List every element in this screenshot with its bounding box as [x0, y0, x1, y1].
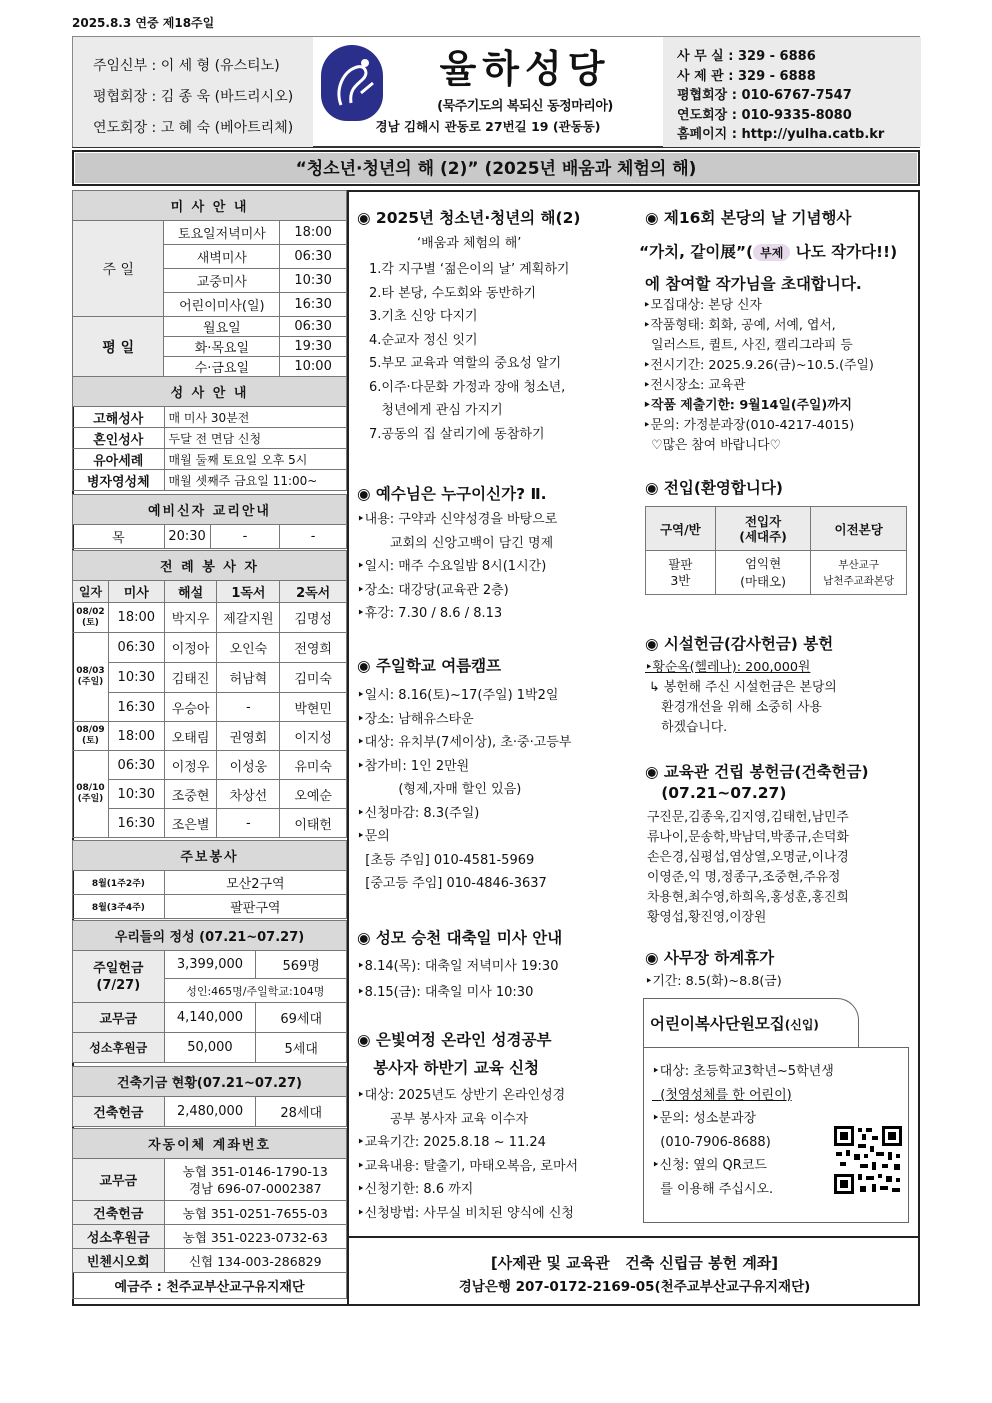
parish-patron: (묵주기도의 복되신 동정마리아): [437, 99, 613, 114]
liturgy-cell: 이정우: [164, 751, 217, 780]
list-item: (010-7906-8688): [652, 1134, 771, 1150]
list-item: 를 이용해 주십시오.: [652, 1181, 774, 1197]
liturgy-cell: 이지성: [280, 722, 347, 751]
header-contacts: [663, 37, 921, 147]
list-item: ‣교육기간: 2025.8.18 ~ 11.24: [357, 1135, 546, 1150]
liturgy-cell: 권영회: [217, 722, 280, 751]
building-label: 건축헌금: [73, 1097, 165, 1127]
bottom-account-notice: [349, 1236, 920, 1306]
liturgy-cell: -: [217, 693, 280, 722]
liturgy-cell: 10:30: [108, 663, 164, 693]
list-item: ‣대상: 유치부(7세이상), 초·중·고등부: [357, 735, 572, 750]
bottom-account-title: [사제관 및 교육관 건축 신립금 봉헌 계좌]: [490, 1254, 779, 1272]
list-item: ‣참가비: 1인 2만원: [357, 758, 470, 774]
list-item: 1.각 지구별 ‘젊은이의 날’ 계획하기: [369, 262, 570, 277]
contact-line: 사 제 관 : 329 - 6888: [677, 68, 816, 84]
catechism-day: 목: [73, 525, 165, 549]
liturgy-cell: -: [217, 809, 280, 838]
newcomers-table: [645, 506, 907, 595]
bible-study-heading: ◉ 은빛여정 온라인 성경공부: [357, 1031, 552, 1049]
list-item: ‣신청: 옆의 QR코드: [652, 1158, 767, 1173]
mass-name: 월요일: [164, 317, 280, 337]
offering-label: 교무금: [73, 1003, 165, 1033]
list-item: ‣휴강: 7.30 / 8.6 / 8.13: [357, 606, 503, 621]
accounts-table: [72, 1128, 347, 1299]
account-number: 신협 134-003-286829: [164, 1249, 346, 1273]
list-item: ‣신청방법: 사무실 비치된 양식에 신청: [357, 1205, 574, 1221]
liturgy-cell: 허남혁: [217, 663, 280, 693]
liturgy-cell: 우승아: [164, 693, 217, 722]
list-item: 5.부모 교육과 역할의 중요성 알기: [369, 356, 562, 371]
building-offering-period: (07.21~07.27): [645, 784, 787, 802]
liturgy-cell: 오인숙: [217, 633, 280, 663]
offering-amount: 4,140,000: [164, 1003, 256, 1033]
list-item: 3.기초 신앙 다지기: [369, 309, 478, 324]
list-item: 2.타 본당, 수도회와 동반하기: [369, 285, 537, 301]
list-item: ‣황순옥(헬레나): 200,000원: [645, 660, 811, 675]
sacrament-name: 유아세례: [73, 449, 165, 470]
sacrament-info: 매월 둘째 토요일 오후 5시: [164, 449, 347, 470]
offering-count: 5세대: [256, 1033, 347, 1063]
bulletin-group: 팔판구역: [164, 895, 346, 919]
jesus-lecture-heading: ◉ 예수님은 누구이신가? Ⅱ.: [357, 485, 547, 503]
assumption-mass-list: [357, 954, 558, 1006]
altar-server-title: 어린이복사단원모집: [650, 1015, 785, 1033]
mass-time: 19:30: [280, 337, 347, 357]
liturgy-cell: 김미숙: [280, 663, 347, 693]
offering-label: 주일헌금 (7/27): [73, 951, 165, 1003]
exhibit-title: [639, 240, 897, 262]
parish-logo: [321, 45, 383, 121]
donor-line: 구진문,김종욱,김지영,김태헌,남민주: [647, 810, 849, 825]
parish-day-heading: ◉ 제16회 본당의 날 기념행사: [645, 209, 852, 227]
liturgy-title: 전 례 봉 사 자: [73, 551, 347, 581]
list-item: ‣문의: [357, 829, 390, 844]
liturgy-head: 해설: [164, 581, 217, 603]
facility-offering-list: [645, 658, 837, 738]
altar-server-tab: [643, 998, 859, 1048]
liturgy-cell: 오태림: [164, 722, 217, 751]
bulletin-title: 주보봉사: [73, 841, 347, 871]
list-item: ‣작품형태: 회화, 공예, 서예, 엽서,: [643, 318, 836, 333]
list-item: [초등 주임] 010-4581-5969: [357, 852, 535, 868]
liturgy-cell: 유미숙: [280, 751, 347, 780]
list-item: 7.공동의 집 살리기에 동참하기: [369, 426, 545, 442]
liturgy-date: 08/10 (주일): [73, 751, 109, 838]
bulletin-group: 모산2구역: [164, 871, 346, 895]
list-item: 하겠습니다.: [645, 720, 728, 735]
account-label: 빈첸시오회: [73, 1249, 165, 1273]
bulletin-table: [72, 840, 347, 919]
subtitle-badge: 부제: [753, 244, 790, 261]
list-item: 4.순교자 정신 잇기: [369, 332, 478, 348]
mass-name: 수·금요일: [164, 357, 280, 377]
list-item: ‣일시: 8.16(토)~17(주일) 1박2일: [357, 688, 559, 703]
account-label: 건축헌금: [73, 1201, 165, 1225]
building-count: 28세대: [256, 1097, 347, 1127]
sacrament-info: 매 미사 30분전: [164, 407, 347, 428]
liturgy-cell: 06:30: [108, 751, 164, 780]
newcomers-cell: 팔판 3반: [646, 551, 716, 595]
liturgy-cell: 김명성: [280, 603, 347, 633]
jesus-lecture-list: [357, 508, 557, 626]
mass-time: 16:30: [280, 293, 347, 317]
sacrament-name: 혼인성사: [73, 428, 165, 449]
youth-year-heading: ◉ 2025년 청소년·청년의 해(2): [357, 209, 581, 227]
newcomers-cell: 엄익현 (마태오): [715, 551, 811, 595]
contact-line: 사 무 실 : 329 - 6886: [677, 49, 816, 64]
newcomers-head: 전입자 (세대주): [715, 507, 811, 551]
youth-year-list: [369, 258, 569, 446]
liturgy-cell: 이태헌: [280, 809, 347, 838]
qr-code-icon[interactable]: [832, 1124, 904, 1196]
catechism-title: 예비신자 교리안내: [73, 495, 347, 525]
mass-time: 06:30: [280, 317, 347, 337]
building-offering-heading: ◉ 교육관 건립 봉헌금(건축헌금): [645, 763, 869, 781]
list-item: [중고등 주임] 010-4846-3637: [357, 876, 547, 891]
altar-server-list: [652, 1060, 834, 1201]
summer-camp-heading: ◉ 주일학교 여름캠프: [357, 657, 502, 675]
newcomers-cell: 부산교구 남천주교좌본당: [811, 551, 907, 595]
list-item: ‣전시장소: 교육관: [643, 378, 746, 393]
year-theme-banner: “청소년·청년의 해 (2)” (2025년 배움과 체험의 해): [72, 150, 920, 186]
list-item: (형제,자매 할인 있음): [357, 782, 522, 797]
offering-amount: 50,000: [164, 1033, 256, 1063]
offering-title: 우리들의 정성 (07.21~07.27): [73, 921, 347, 951]
altar-server-box: [643, 1047, 909, 1223]
list-item: ‣8.14(목): 대축일 저녁미사 19:30: [357, 959, 559, 974]
weekday-label: 평 일: [73, 317, 164, 377]
offering-amount: 3,399,000: [164, 951, 256, 979]
sacrament-info: 두달 전 면담 신청: [164, 428, 347, 449]
office-vacation-period: ‣기간: 8.5(화)~8.8(금): [645, 974, 782, 989]
newcomers-head: 구역/반: [646, 507, 716, 551]
header-center: [313, 37, 663, 147]
homepage-link[interactable]: 홈페이지 : http://yulha.catb.kr: [677, 127, 885, 142]
liturgy-cell: 06:30: [108, 633, 164, 663]
contact-line: 평협회장 : 010-6767-7547: [677, 88, 852, 103]
mass-name: 어린이미사(일): [164, 293, 280, 317]
liturgy-cell: 10:30: [108, 780, 164, 809]
liturgy-cell: 조중현: [164, 780, 217, 809]
newcomers-heading: ◉ 전입(환영합니다): [645, 479, 783, 497]
facility-offering-heading: ◉ 시설헌금(감사헌금) 봉헌: [645, 635, 834, 653]
assumption-mass-heading: ◉ 성모 승천 대축일 미사 안내: [357, 929, 563, 947]
list-item: ‣문의: 성소분과장: [652, 1111, 757, 1126]
liturgy-cell: 이정아: [164, 633, 217, 663]
liturgy-cell: 차상선: [217, 780, 280, 809]
liturgy-cell: 박현민: [280, 693, 347, 722]
donor-line: 이영준,익 명,정종구,조중현,주유정: [647, 870, 841, 885]
left-column: [72, 190, 349, 1306]
offering-detail: 성인:465명/주일학교:104명: [164, 979, 346, 1003]
liturgy-table: [72, 550, 347, 838]
exhibit-list: [643, 296, 874, 456]
mass-time: 10:30: [280, 269, 347, 293]
sunday-label: 주 일: [73, 221, 164, 317]
list-item: ‣8.15(금): 대축일 미사 10:30: [357, 985, 534, 1000]
catechism-cell: -: [210, 525, 280, 549]
altar-server-title-small: (신입): [784, 1018, 819, 1032]
exhibit-title-b: 나도 작가다!!): [790, 243, 898, 261]
liturgy-cell: 16:30: [108, 809, 164, 838]
liturgy-head: 1독서: [217, 581, 280, 603]
liturgy-date: 08/09 (토): [73, 722, 109, 751]
youth-year-subtitle: ‘배움과 체험의 해’: [417, 236, 522, 251]
account-number: 농협 351-0223-0732-63: [164, 1225, 346, 1249]
liturgy-date: 08/02 (토): [73, 603, 109, 633]
list-item: ♡많은 참여 바랍니다♡: [643, 438, 782, 453]
liturgy-cell: 전영희: [280, 633, 347, 663]
list-item: (첫영성체를 한 어린이): [652, 1087, 792, 1103]
donor-list: [647, 808, 849, 928]
list-item: ‣일시: 매주 수요일밤 8시(1시간): [357, 559, 547, 574]
list-item: ‣장소: 남해유스타운: [357, 711, 474, 727]
liturgy-cell: 오예순: [280, 780, 347, 809]
parish-address: 경남 김해시 관동로 27번길 19 (관동동): [375, 119, 601, 134]
account-number: 농협 351-0146-1790-13 경남 696-07-0002387: [164, 1159, 346, 1201]
liturgy-cell: 제갈지원: [217, 603, 280, 633]
catechism-time: 20:30: [164, 525, 210, 549]
list-item: ‣내용: 구약과 신약성경을 바탕으로: [357, 512, 558, 527]
donor-line: 황영섭,황진영,이장원: [647, 910, 767, 925]
donor-line: 류나이,문송학,박남덕,박종규,손덕화: [647, 830, 849, 845]
list-item: ‣문의: 가정분과장(010-4217-4015): [643, 418, 855, 433]
liturgy-cell: 18:00: [108, 603, 164, 633]
exhibit-invite: 에 참여할 작가님을 초대합니다.: [645, 275, 862, 293]
offering-label: 성소후원금: [73, 1033, 165, 1063]
mass-name: 화·목요일: [164, 337, 280, 357]
sacrament-info: 매월 셋째주 금요일 11:00~: [164, 470, 347, 491]
liturgy-head: 미사: [108, 581, 164, 603]
list-item: ‣신청마감: 8.3(주일): [357, 805, 480, 821]
offering-count: 569명: [256, 951, 347, 979]
liturgy-cell: 16:30: [108, 693, 164, 722]
list-item: ‣대상: 2025년도 상반기 온라인성경: [357, 1088, 566, 1103]
staff-line: 주임신부 : 이 세 형 (유스티노): [93, 58, 280, 74]
sacrament-name: 병자영성체: [73, 470, 165, 491]
list-item: ‣대상: 초등학교3학년~5학년생: [652, 1064, 834, 1079]
catechism-cell: -: [280, 525, 347, 549]
liturgy-cell: 18:00: [108, 722, 164, 751]
bible-study-list: [357, 1084, 578, 1225]
office-vacation-heading: ◉ 사무장 하계휴가: [645, 949, 775, 967]
liturgy-head: 일자: [73, 581, 109, 603]
building-title: 건축기금 현황(07.21~07.27): [73, 1067, 347, 1097]
issue-date: 2025.8.3 연중 제18주일: [72, 16, 215, 30]
mass-name: 교중미사: [164, 269, 280, 293]
list-item: ‣신청기한: 8.6 까지: [357, 1182, 474, 1197]
account-label: 성소후원금: [73, 1225, 165, 1249]
bottom-account-number: 경남은행 207-0172-2169-05(천주교부산교구유지재단): [458, 1279, 811, 1295]
sacrament-table: [72, 376, 347, 491]
liturgy-head: 2독서: [280, 581, 347, 603]
donor-line: 차용현,최수영,하희옥,홍성훈,홍진희: [647, 890, 849, 905]
account-holder: 예금주 : 천주교부산교구유지재단: [73, 1273, 347, 1299]
building-table: [72, 1066, 347, 1127]
list-item: 교회의 신앙고백이 담긴 명제: [357, 535, 554, 551]
offering-table: [72, 920, 347, 1063]
mass-time: 18:00: [280, 221, 347, 245]
donor-line: 손은경,심평섭,염상열,오명균,이나경: [647, 850, 849, 865]
liturgy-cell: 박지우: [164, 603, 217, 633]
bulletin-week: 8월(1주2주): [73, 871, 165, 895]
liturgy-cell: 김태진: [164, 663, 217, 693]
liturgy-cell: 이성웅: [217, 751, 280, 780]
header-staff: [73, 37, 313, 147]
staff-line: 평협회장 : 김 종 욱 (바드리시오): [93, 89, 294, 105]
sacrament-title: 성 사 안 내: [73, 377, 347, 407]
list-item: 환경개선을 위해 소중히 사용: [645, 700, 822, 715]
accounts-title: 자동이체 계좌번호: [73, 1129, 347, 1159]
list-item: 6.이주·다문화 가정과 장애 청소년,: [369, 379, 566, 395]
mass-title: 미 사 안 내: [73, 191, 347, 221]
mass-name: 새벽미사: [164, 245, 280, 269]
mass-time: 10:00: [280, 357, 347, 377]
contact-line: 연도회장 : 010-9335-8080: [677, 107, 852, 123]
liturgy-date: 08/03 (주일): [73, 633, 109, 722]
catechism-table: [72, 494, 347, 549]
list-item: ‣장소: 대강당(교육관 2층): [357, 582, 509, 598]
liturgy-cell: 조은별: [164, 809, 217, 838]
parish-name: 율하성당: [439, 47, 611, 91]
summer-camp-list: [357, 684, 571, 896]
sacrament-name: 고해성사: [73, 407, 165, 428]
newcomers-head: 이전본당: [811, 507, 907, 551]
mass-time: 06:30: [280, 245, 347, 269]
exhibit-deadline: ‣작품 제출기한: 9월14일(주일)까지: [643, 398, 852, 413]
account-label: 교무금: [73, 1159, 165, 1201]
header: [72, 36, 920, 148]
list-item: ‣모집대상: 본당 신자: [643, 298, 762, 313]
exhibit-title-a: “가치, 같이展”(: [639, 243, 754, 261]
mass-table: [72, 190, 347, 377]
bulletin-week: 8월(3주4주): [73, 895, 165, 919]
list-item: 일러스트, 퀼트, 사진, 캘리그라피 등: [643, 338, 853, 353]
bible-study-heading-2: 봉사자 하반기 교육 신청: [357, 1059, 540, 1077]
mass-name: 토요일저녁미사: [164, 221, 280, 245]
list-item: ↳ 봉헌해 주신 시설헌금은 본당의: [645, 680, 837, 695]
staff-line: 연도회장 : 고 혜 숙 (베아트리체): [93, 120, 294, 136]
list-item: 공부 봉사자 교육 이수자: [357, 1111, 529, 1127]
offering-count: 69세대: [256, 1003, 347, 1033]
list-item: ‣전시기간: 2025.9.26(금)~10.5.(주일): [643, 358, 874, 373]
account-number: 농협 351-0251-7655-03: [164, 1201, 346, 1225]
list-item: ‣교육내용: 탈출기, 마태오복음, 로마서: [357, 1158, 579, 1174]
building-amount: 2,480,000: [164, 1097, 256, 1127]
list-item: 청년에게 관심 가지기: [369, 403, 503, 418]
